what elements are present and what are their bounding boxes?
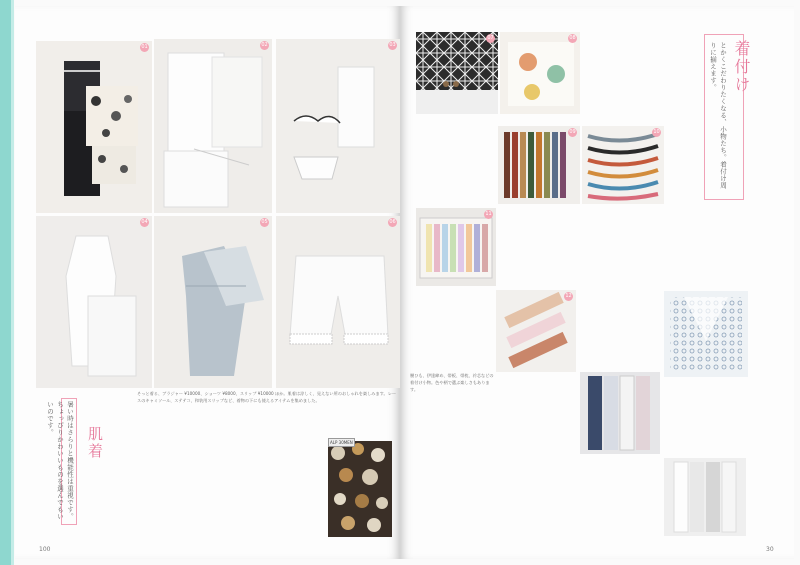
photo-number: 07 bbox=[487, 35, 494, 41]
left-page bbox=[15, 6, 400, 559]
photo-obi-boards bbox=[496, 290, 576, 372]
lead-text: 暑い時はさらりと機能性は重視です。ちょっぴりかわいいものを選んでもいいのです。 bbox=[46, 401, 74, 520]
page-number: 100 bbox=[39, 546, 51, 553]
page-edge bbox=[0, 0, 11, 565]
photo-white-undergarment bbox=[154, 39, 272, 213]
photo-number: 09 bbox=[569, 129, 576, 135]
photo-number: 08 bbox=[569, 35, 576, 41]
photo-camisole-set bbox=[36, 41, 152, 213]
photo-slip-set bbox=[276, 39, 400, 213]
photo-colored-ties bbox=[582, 126, 664, 204]
photo-caption: 腰ひも、伊達締め、帯板、帯枕、衿芯などの着付け小物。色や柄で選ぶ楽しさもあります。 bbox=[410, 373, 494, 393]
photo-lace-collars bbox=[664, 291, 748, 377]
photo-pattern-swatch bbox=[328, 441, 392, 537]
page-edge-stripe bbox=[11, 0, 14, 565]
photo-lace-pants bbox=[276, 216, 400, 388]
photo-number: 10 bbox=[653, 129, 660, 135]
swatch-label: ALP 30MEN bbox=[330, 440, 353, 445]
photo-patterned-collars bbox=[580, 372, 660, 454]
photo-printed-cloth bbox=[500, 32, 580, 114]
right-page bbox=[400, 6, 794, 559]
lead-text: とかくこだわりたくなる、小物たち。着付け周りに揃えます。 bbox=[709, 42, 727, 189]
photo-number: 11 bbox=[485, 211, 492, 217]
photo-number: 03 bbox=[389, 42, 396, 48]
photo-pattern-fabric bbox=[416, 32, 498, 114]
photo-number: 06 bbox=[389, 219, 396, 225]
photo-number: 05 bbox=[261, 219, 268, 225]
photo-number: 02 bbox=[261, 42, 268, 48]
photo-caption: そっと着る、ブラジャー ¥10000、ショーツ ¥8000、スリップ ¥10000 ほか。肌着は涼しく、見えない所のおしゃれを楽しみます。レースのキャミソール、ステテコ、和装用スリップなど、着物の下にも使えるアイテムを集めました。 bbox=[137, 391, 397, 404]
photo-white-slip bbox=[36, 216, 152, 388]
photo-number: 04 bbox=[141, 219, 148, 225]
photo-boxed-cords bbox=[416, 208, 496, 286]
photo-obi-cords bbox=[498, 126, 580, 204]
page-number: 30 bbox=[766, 546, 774, 553]
page-title: 着付け bbox=[732, 40, 751, 94]
photo-number: 01 bbox=[141, 44, 148, 50]
photo-white-collars bbox=[664, 458, 746, 536]
photo-number: 12 bbox=[565, 293, 572, 299]
page-title: 肌着 bbox=[86, 426, 104, 460]
photo-blue-slip bbox=[154, 216, 272, 388]
